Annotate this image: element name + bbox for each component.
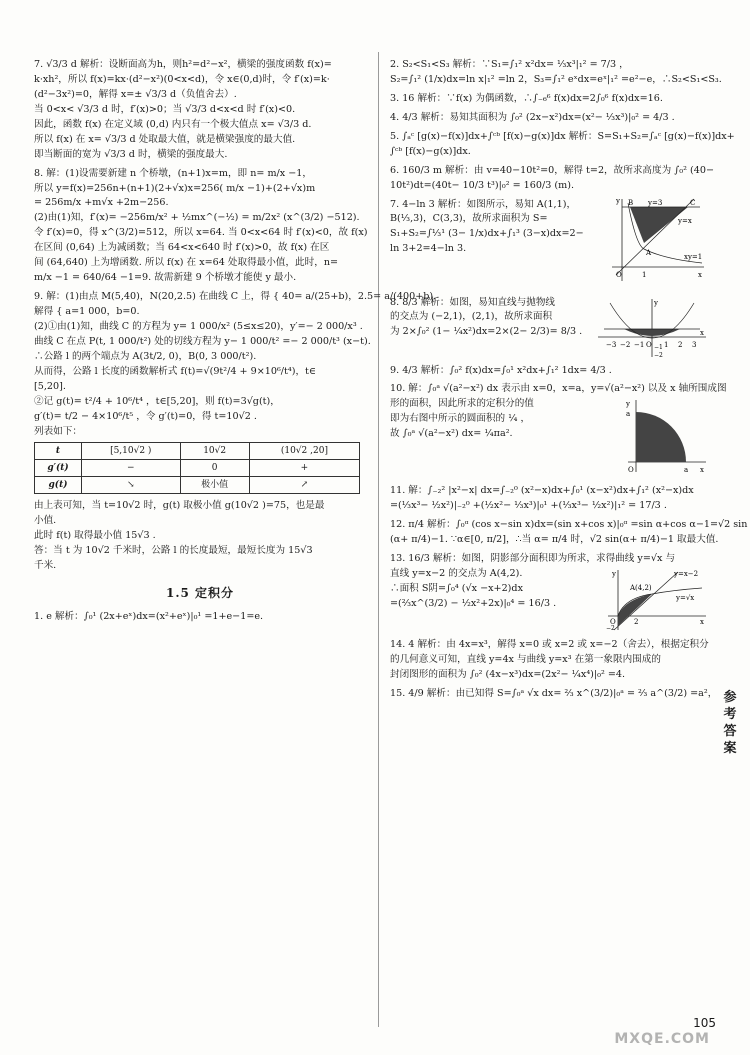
answer-5 <box>390 130 735 159</box>
answer-7-left <box>34 59 366 162</box>
text-line: 答：当 t 为 10√2 千米时，公路 l 的长度最短，最短长度为 15√3 <box>34 545 313 557</box>
text-line: 10t²)dt=(40t− 10/3 t³)|₀² = 160/3 (m). <box>390 179 575 191</box>
shaded-region <box>630 207 688 243</box>
text-line: 15. 4/9 解析：由已知得 S=∫₀ᵃ √x dx= ⅔ x^(3/2)|₀ᵃ = ⅔ a^(3/2) =a²， <box>390 688 718 699</box>
answer-10 <box>390 383 727 479</box>
label-x: x <box>698 270 702 279</box>
quarter-circle <box>636 412 686 462</box>
answer-13 <box>390 553 708 633</box>
text-line: 7. 4−ln 3 解析：如图所示，易知 A(1,1)， <box>390 198 577 210</box>
text-line: S₁+S₂=∫⅓¹ (3− 1/x)dx+∫₁³ (3−x)dx=2− <box>390 228 584 240</box>
text-line: 5. ∫ₐᶜ [g(x)−f(x)]dx+∫ᶜᵇ [f(x)−g(x)]dx 解析：S=S₁+S₂=∫ₐᶜ [g(x)−f(x)]dx+ <box>390 130 735 142</box>
side-char: 参 <box>723 690 737 705</box>
text-line: ∫ᶜᵇ [f(x)−g(x)]dx. <box>390 145 471 157</box>
answer-4 <box>390 112 708 125</box>
text-line: 间 (64,640) 上为增函数. 所以 f(x) 在 x=64 处取得最小值，此时，n= <box>34 257 339 269</box>
answer-1: 1. e 解析：∫₀¹ (2x+eˣ)dx=(x²+eˣ)|₀¹ =1+e−1=e. <box>34 611 264 623</box>
text-line: =(⅓x³− ½x²)|₋₂⁰ +(½x²− ⅓x³)|₀¹ +(⅓x³− ½x²)|₁² = 17/3 . <box>390 500 667 512</box>
answer-3 <box>390 93 708 106</box>
text-line: 的交点为 (−2,1)，(2,1)，故所求面积 <box>390 311 553 323</box>
label-neg3: −3 <box>606 340 617 349</box>
text-line: ∴公路 l 的两个端点为 A(3t/2, 0)，B(0, 3 000/t²). <box>34 350 257 362</box>
label-o: O <box>610 618 616 627</box>
label-1: 1 <box>664 340 669 349</box>
text-line: 14. 4 解析：由 4x=x³，解得 x=0 或 x=2 或 x=−2（舍去），根据定积分 <box>390 639 709 651</box>
label-b: B <box>628 198 634 207</box>
label-o: O <box>628 466 634 475</box>
table-cell: [5,10√2 ) <box>82 443 181 460</box>
answer-8-left <box>34 168 366 286</box>
text-line: 所以 y=f(x)=256n+(n+1)(2+√x)x=256( m/x −1)+(2+√x)m <box>34 182 316 194</box>
text-line: 4. 4/3 解析：易知其面积为 ∫₀² (2x−x²)dx=(x²− ⅓x³)|₀² = 4/3 . <box>390 111 675 123</box>
label-c: C <box>690 198 696 207</box>
text-line: ②记 g(t)= t²/4 + 10⁶/t⁴ ，t∈[5,20]，则 f(t)=3√g(t)， <box>34 395 280 407</box>
label-x: x <box>700 618 704 627</box>
label-a-y: a <box>626 410 631 419</box>
text-line: (α+ π/4)−1. ∵α∈[0, π/2]，∴当 α= π/4 时，√2 sin(α+ π/4)−1 取最大值. <box>390 534 719 546</box>
text-line: 12. π/4 解析：∫₀ᵅ (cos x−sin x)dx=(sin x+cos x)|₀ᵅ =sin α+cos α−1=√2 sin <box>390 519 748 531</box>
label-xy1: xy=1 <box>684 252 703 261</box>
column-divider <box>378 52 379 1027</box>
text-line: 千米. <box>34 560 57 572</box>
label-2: 2 <box>678 340 683 349</box>
label-3: 3 <box>692 340 697 349</box>
table-cell: 极小值 <box>180 477 249 494</box>
text-line: 3. 16 解析：∵f(x) 为偶函数，∴∫₋₆⁶ f(x)dx=2∫₀⁶ f(x)dx=16. <box>390 92 663 104</box>
label-neg1-y: −1 <box>654 343 663 351</box>
figure-7-graph <box>608 195 708 283</box>
table-cell: + <box>249 460 359 477</box>
text-line: 小值. <box>34 515 57 527</box>
label-yx: y=x <box>678 216 692 225</box>
answer-7 <box>390 196 708 291</box>
figure-13-graph <box>604 568 708 632</box>
text-line: (d²−3x²)=0，解得 x=± √3/3 d（负值舍去）. <box>34 88 237 100</box>
text-line: S₂=∫₁² (1/x)dx=ln x|₁² =ln 2，S₃=∫₁² eˣdx=eˣ|₁² =e²−e，∴S₂<S₁<S₃. <box>390 73 722 85</box>
text-line: 6. 160/3 m 解析：由 v=40−10t²=0，解得 t=2，故所求高度为 ∫₀² (40− <box>390 164 714 176</box>
table-cell: 10√2 <box>180 443 249 460</box>
text-line: k·xh²，所以 f(x)=kx·(d²−x²)(0<x<d)，令 x∈(0,d)时，令 f′(x)=k· <box>34 73 330 85</box>
text-line: 9. 4/3 解析：∫₀² f(x)dx=∫₀¹ x²dx+∫₁² 1dx= 4/3 . <box>390 364 612 376</box>
text-line: =(⅔x^(3/2) − ½x²+2x)|₀⁴ = 16/3 . <box>390 598 557 609</box>
answer-8 <box>390 297 708 359</box>
text-line: 10. 解：∫₀ᵃ √(a²−x²) dx 表示由 x=0，x=a，y=√(a²−x²) 以及 x 轴所围成图 <box>390 383 727 395</box>
text-line: 解得 { a=1 000，b=0. <box>34 306 140 317</box>
label-neg2: −2 <box>606 625 615 633</box>
variation-table <box>34 442 360 494</box>
answer-9 <box>390 365 708 378</box>
right-column <box>390 58 748 707</box>
side-char: 答 <box>723 723 737 739</box>
text-line: 列表如下： <box>34 425 82 437</box>
text-line: ln 3+2=4−ln 3. <box>390 243 467 255</box>
text-line: 为 2×∫₀² (1− ¼x²)dx=2×(2− 2/3)= 8/3 . <box>390 326 583 338</box>
text-line: 直线 y=x−2 的交点为 A(4,2). <box>390 568 523 580</box>
label-line: y=x−2 <box>674 570 699 579</box>
text-line: 令 f′(x)=0，得 x^(3/2)=512，所以 x=64. 当 0<x<64 时 f′(x)<0，故 f(x) <box>34 227 368 239</box>
text-line: 当 0<x< √3/3 d 时，f′(x)>0；当 √3/3 d<x<d 时 f′(x)<0. <box>34 103 296 115</box>
label-o: O <box>616 270 622 279</box>
text-line: 13. 16/3 解析：如图，阴影部分面积即为所求，求得曲线 y=√x 与 <box>390 553 676 565</box>
text-line: [5,20]. <box>34 380 66 392</box>
table-cell: ↘ <box>82 477 181 494</box>
table-cell: 0 <box>180 460 249 477</box>
answer-12 <box>390 519 748 547</box>
text-line: B(⅓,3)，C(3,3)，故所求面积为 S= <box>390 213 548 225</box>
line-y-x-2 <box>614 572 678 630</box>
text-line: 故 ∫₀ᵃ √(a²−x²) dx= ¼πa². <box>390 428 513 440</box>
text-line: 由上表可知，当 t=10√2 时，g(t) 取极小值 g(10√2 )=75，也是最 <box>34 500 325 512</box>
label-neg2-y: −2 <box>654 351 663 359</box>
answer-9-left <box>34 291 437 573</box>
text-line: g′(t)= t/2 − 4×10⁶/t⁵ ，令 g′(t)=0，得 t=10√2 . <box>34 410 257 422</box>
text-line: m/x −1 = 640/64 −1=9. 故需新建 9 个桥墩才能使 y 最小. <box>34 272 297 284</box>
text-line: (2)由(1)知，f′(x)= −256m/x² + ½mx^(−½) = m/2x² (x^(3/2) −512). <box>34 212 360 224</box>
side-label <box>722 690 738 758</box>
table-row <box>35 460 360 477</box>
text-line: 因此，函数 f(x) 在定义域 (0,d) 内只有一个极大值点 x= √3/3 d. <box>34 118 312 130</box>
label-a: A <box>646 248 652 257</box>
table-row <box>35 477 360 494</box>
side-char: 考 <box>723 706 737 722</box>
table-cell: t <box>35 443 82 460</box>
text-line: 在区间 (0,64) 上为减函数；当 64<x<640 时 f′(x)>0，故 f(x) 在区 <box>34 242 330 254</box>
label-neg2: −2 <box>620 340 631 349</box>
label-y: y <box>626 400 630 409</box>
figure-8-graph <box>596 297 708 359</box>
label-neg1: −1 <box>634 340 645 349</box>
text-line: 7. √3/3 d 解析：设断面高为h，则h²=d²−x²，横梁的强度函数 f(x)= <box>34 59 332 70</box>
text-line: = 256m/x +m√x +2m−256. <box>34 197 169 209</box>
answer-11 <box>390 485 708 513</box>
label-y: y <box>654 298 658 307</box>
text-line: 所以 f(x) 在 x= √3/3 d 处取最大值，就是横梁强度的最大值. <box>34 133 296 145</box>
text-line: 封闭图形的面积为 ∫₀² (4x−x³)dx=(2x²− ¼x⁴)|₀² =4. <box>390 669 626 681</box>
side-char: 案 <box>723 740 737 756</box>
label-y: y <box>616 196 620 205</box>
table-cell: − <box>82 460 181 477</box>
text-line: 形的面积，因此所求的定积分的值 <box>390 398 534 410</box>
table-cell: g′(t) <box>35 460 82 477</box>
text-line: 曲线 C 在点 P(t, 1 000/t²) 处的切线方程为 y− 1 000/t² =− 2 000/t³ (x−t). <box>34 335 371 347</box>
text-line: 即当断面的宽为 √3/3 d 时，横梁的强度最大. <box>34 148 228 160</box>
text-line: (2)①由(1)知，曲线 C 的方程为 y= 1 000/x² (5≤x≤20)，y′=− 2 000/x³ . <box>34 320 363 332</box>
table-cell: (10√2 ,20] <box>249 443 359 460</box>
label-a-x: a <box>684 466 689 475</box>
label-a: A(4,2) <box>630 584 652 593</box>
label-1: 1 <box>642 270 647 279</box>
answer-2 <box>390 59 722 87</box>
table-cell: ↗ <box>249 477 359 494</box>
answer-6 <box>390 164 714 193</box>
label-x: x <box>700 466 704 475</box>
table-row <box>35 443 360 460</box>
table-cell: g(t) <box>35 477 82 494</box>
section-title: 1.5 定积分 <box>165 586 235 601</box>
text-line: 此时 f(t) 取得最小值 15√3 . <box>34 530 156 542</box>
label-y: y <box>612 570 616 579</box>
text-line: 8. 解：(1)设需要新建 n 个桥墩，(n+1)x=m，即 n= m/x −1， <box>34 167 312 179</box>
text-line: 9. 解：(1)由点 M(5,40)，N(20,2.5) 在曲线 C 上，得 { 40= a/(25+b)，2.5= a/(400+b). <box>34 291 437 303</box>
label-curve: y=√x <box>676 594 695 603</box>
text-line: 即为右图中所示的圆面积的 ¼ ， <box>390 413 531 425</box>
text-line: 的几何意义可知，直线 y=4x 与曲线 y=x³ 在第一象限内围成的 <box>390 654 661 666</box>
text-line: 从而得，公路 l 长度的函数解析式 f(t)=√(9t²/4 + 9×10⁶/t⁴)，t∈ <box>34 365 317 377</box>
page-number: 105 <box>693 1015 716 1030</box>
text-line: ∴面积 S阴=∫₀⁴ (√x −x+2)dx <box>390 583 523 595</box>
figure-10-graph <box>622 398 708 474</box>
text-line: 11. 解：∫₋₂² |x²−x| dx=∫₋₂⁰ (x²−x)dx+∫₀¹ (x−x²)dx+∫₁² (x²−x)dx <box>390 485 694 497</box>
answer-14 <box>390 639 708 682</box>
label-x: x <box>700 328 704 337</box>
text-line: 2. S₂<S₁<S₃ 解析：∵S₁=∫₁² x²dx= ⅓x³|₁² = 7/3 ， <box>390 59 629 70</box>
label-2: 2 <box>634 618 639 627</box>
label-y3: y=3 <box>648 198 663 207</box>
watermark: MXQE.COM <box>614 1031 710 1048</box>
answer-15 <box>390 688 718 701</box>
text-line: 8. 8/3 解析：如图，易知直线与抛物线 <box>390 296 556 308</box>
label-o: O <box>646 340 652 349</box>
